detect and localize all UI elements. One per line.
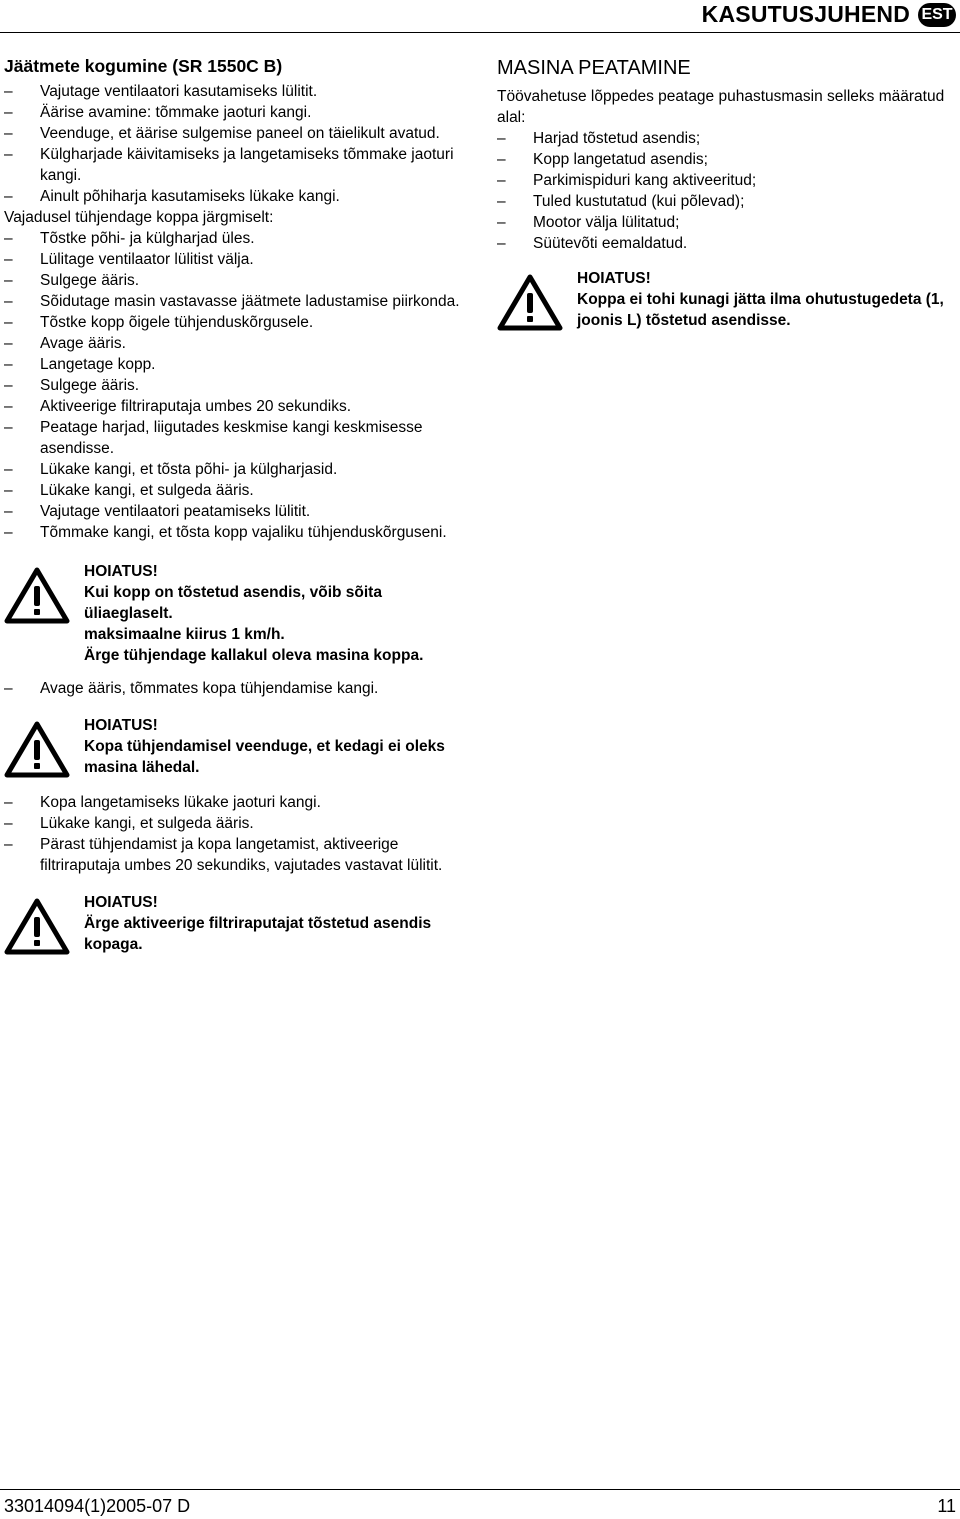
warning-text: Ärge tühjendage kallakul oleva masina koppa. bbox=[84, 647, 424, 664]
warning-triangle-icon bbox=[4, 898, 70, 956]
list-item: – Vajutage ventilaatori peatamiseks lülitit. bbox=[4, 503, 311, 520]
list-item: – Süütevõti eemaldatud. bbox=[497, 235, 688, 252]
warning-label: HOIATUS! bbox=[577, 270, 651, 287]
warning-text: maksimaalne kiirus 1 km/h. bbox=[84, 626, 285, 643]
list-item: – Sõidutage masin vastavasse jäätmete ladustamise piirkonda. bbox=[4, 293, 460, 310]
warning-block-1 bbox=[4, 561, 474, 666]
list-item: – Lükake kangi, et sulgeda ääris. bbox=[4, 482, 254, 499]
list-item: – Ainult põhiharja kasutamiseks lükake kangi. bbox=[4, 188, 340, 205]
list-item: – Peatage harjad, liigutades keskmise kangi keskmisesse asendisse. bbox=[4, 419, 423, 457]
warning-triangle-icon bbox=[497, 274, 563, 332]
list-item: – Vajutage ventilaatori kasutamiseks lülitit. bbox=[4, 83, 318, 100]
list-item: – Langetage kopp. bbox=[4, 356, 156, 373]
warning-text: Kopa tühjendamisel veenduge, et kedagi ei oleks masina lähedal. bbox=[84, 738, 445, 776]
list-item: – Parkimispiduri kang aktiveeritud; bbox=[497, 172, 757, 189]
list-item: – Veenduge, et äärise sulgemise paneel on täielikult avatud. bbox=[4, 125, 440, 142]
list-item: – Tõstke kopp õigele tühjenduskõrgusele. bbox=[4, 314, 314, 331]
hopper-emptying-list bbox=[4, 228, 474, 543]
list-item: – Lükake kangi, et sulgeda ääris. bbox=[4, 815, 254, 832]
warning-label: HOIATUS! bbox=[84, 563, 158, 580]
section-heading-waste-collection: Jäätmete kogumine (SR 1550C B) bbox=[4, 56, 283, 76]
list-item: – Äärise avamine: tõmmake jaoturi kangi. bbox=[4, 104, 312, 121]
header-divider bbox=[0, 32, 960, 33]
document-title: KASUTUSJUHEND bbox=[701, 1, 910, 27]
warning-triangle-icon bbox=[4, 721, 70, 779]
list-item: – Sulgege ääris. bbox=[4, 272, 140, 289]
list-item: – Kopa langetamiseks lükake jaoturi kangi. bbox=[4, 794, 321, 811]
list-item: – Tuled kustutatud (kui põlevad); bbox=[497, 193, 745, 210]
list-item: – Kopp langetatud asendis; bbox=[497, 151, 708, 168]
warning-text: Ärge aktiveerige filtriraputajat tõstetud asendis kopaga. bbox=[84, 915, 432, 953]
warning-label: HOIATUS! bbox=[84, 717, 158, 734]
list-item: – Aktiveerige filtriraputaja umbes 20 sekundiks. bbox=[4, 398, 352, 415]
waste-steps-list bbox=[4, 81, 474, 207]
hopper-emptying-intro: Vajadusel tühjendage koppa järgmiselt: bbox=[4, 209, 274, 226]
warning-block-right bbox=[497, 268, 957, 331]
after-dump-list bbox=[4, 792, 474, 876]
warning-block-2 bbox=[4, 715, 474, 778]
section-heading-machine-stop: MASINA PEATAMINE bbox=[497, 57, 691, 79]
page-number: 11 bbox=[937, 1496, 956, 1516]
warning-text: Koppa ei tohi kunagi jätta ilma ohutustugedeta (1, joonis L) tõstetud asendisse. bbox=[577, 291, 944, 329]
list-item: – Sulgege ääris. bbox=[4, 377, 140, 394]
left-column bbox=[4, 56, 474, 967]
language-badge: EST bbox=[918, 3, 956, 27]
warning-block-3 bbox=[4, 892, 474, 955]
warning-text: Kui kopp on tõstetud asendis, võib sõita üliaeglaselt. bbox=[84, 584, 382, 622]
list-item: – Külgharjade käivitamiseks ja langetamiseks tõmmake jaoturi kangi. bbox=[4, 146, 454, 184]
document-code: 33014094(1)2005-07 D bbox=[4, 1496, 191, 1516]
warning-label: HOIATUS! bbox=[84, 894, 158, 911]
right-column bbox=[497, 56, 957, 343]
footer-divider bbox=[0, 1489, 960, 1490]
list-item: – Mootor välja lülitatud; bbox=[497, 214, 680, 231]
machine-stop-intro: Töövahetuse lõppedes peatage puhastusmasin selleks määratud alal: bbox=[497, 88, 945, 126]
list-item: – Lükake kangi, et tõsta põhi- ja külgharjasid. bbox=[4, 461, 338, 478]
list-item: – Tõmmake kangi, et tõsta kopp vajaliku tühjenduskõrguseni. bbox=[4, 524, 447, 541]
list-item: – Avage ääris. bbox=[4, 335, 126, 352]
dump-step-list bbox=[4, 678, 474, 699]
list-item: – Tõstke põhi- ja külgharjad üles. bbox=[4, 230, 255, 247]
list-item: – Avage ääris, tõmmates kopa tühjendamise kangi. bbox=[4, 680, 379, 697]
list-item: – Pärast tühjendamist ja kopa langetamist, aktiveerige filtriraputaja umbes 20 sekundiks, vajutades vastavat lülitit. bbox=[4, 836, 443, 874]
list-item: – Lülitage ventilaator lülitist välja. bbox=[4, 251, 254, 268]
warning-triangle-icon bbox=[4, 567, 70, 625]
machine-stop-list bbox=[497, 128, 957, 254]
list-item: – Harjad tõstetud asendis; bbox=[497, 130, 701, 147]
